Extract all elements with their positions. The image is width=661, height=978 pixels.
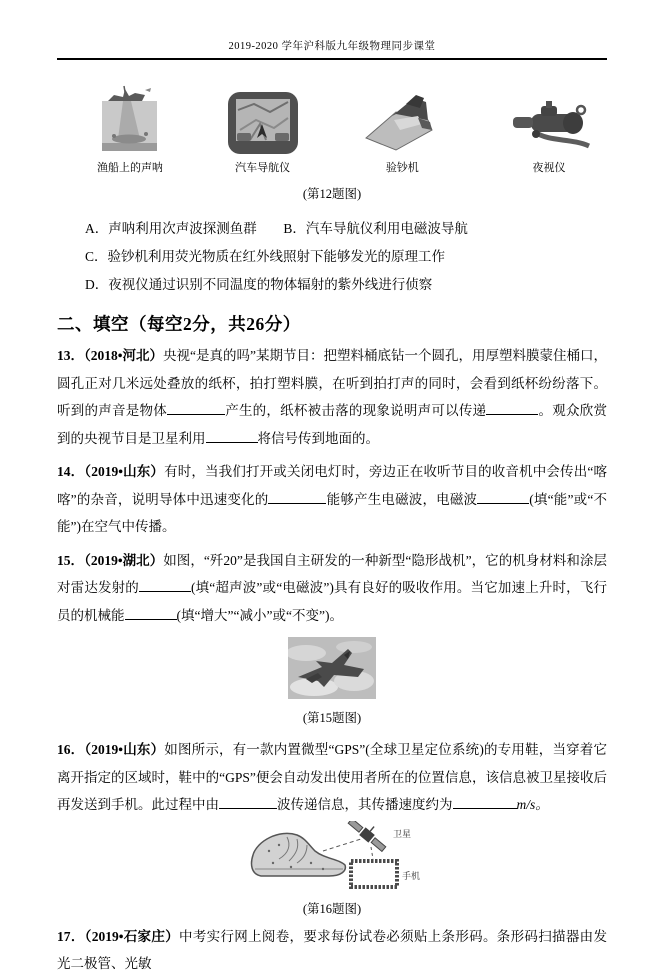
option-d: D．夜视仪通过识别不同温度的物体辐射的紫外线进行侦察: [85, 277, 433, 292]
option-c: C．验钞机利用荧光物质在红外线照射下能够发光的原理工作: [85, 249, 446, 264]
gps-navigator-icon: [226, 90, 300, 156]
option-row-ab: [57, 215, 607, 243]
shoe-icon: [252, 833, 346, 876]
question-14: 14．（2019•山东）有时，当我们打开或关闭电灯时，旁边正在收听节目的收音机中会传出“喀喀”的杂音，说明导体中迅速变化的 能够产生电磁波，电磁波 (填“能”或“不能”)在空气中传播。: [57, 464, 607, 534]
fill-blank: [206, 429, 258, 443]
question12-options: [57, 215, 607, 299]
money-detector-figure: [362, 90, 442, 175]
fill-blank: [453, 795, 517, 809]
question-15-number: 15．（2019•湖北）: [57, 552, 164, 568]
night-vision-figure: [505, 98, 593, 175]
question-16-text: 如图所示，有一款内置微型“GPS”(全球卫星定位系统)的专用鞋，当穿着它离开指定的区域时，鞋中的“GPS”便会自动发出使用者所在的位置信息，该信息被卫星接收后再发送到手机。此过程中由: [57, 742, 607, 812]
money-detector-caption: 验钞机: [385, 162, 419, 174]
night-vision-icon: [505, 98, 593, 156]
question12-figure-row: [57, 84, 607, 175]
option-b: B．汽车导航仪利用电磁波导航: [283, 221, 468, 236]
fill-blank: [139, 578, 191, 592]
fill-blank: [167, 401, 225, 415]
satellite-icon: [347, 821, 391, 853]
satellite-label: 卫星: [393, 828, 412, 839]
question-14-text: 有时，当我们打开或关闭电灯时，旁边正在收听节目的收音机中会传出“喀喀”的杂音，说明导体中迅速变化的: [57, 464, 607, 507]
question-13: 13．（2018•河北）央视“是真的吗”某期节目：把塑料桶底钻一个圆孔，用厚塑料膜蒙住桶口，圆孔正对几米远处叠放的纸杯，拍打塑料膜，在听到拍打声的同时，会看到纸杯纷纷落下。听到的声音是物体 产生的，纸杯被击落的现象说明声可以传递 。观众欣赏到的央视节目是卫星利用 将信号传到地面的。: [57, 348, 608, 446]
question-13-number: 13．（2018•河北）: [57, 348, 163, 363]
gps-navigator-figure: [226, 90, 300, 175]
sonar-figure: [97, 84, 163, 175]
page-content: [57, 84, 607, 978]
night-vision-caption: 夜视仪: [532, 162, 566, 174]
question15-figure: [57, 637, 607, 726]
question-15-text: 如图，“歼20”是我国自主研发的一种新型“隐形战机”，它的机身材料和涂层对雷达发射的: [57, 552, 607, 595]
figure12-caption: (第12题图): [302, 187, 362, 201]
question-16: 16．（2019•山东）如图所示，有一款内置微型“GPS”(全球卫星定位系统)的专用鞋，当穿着它离开指定的区域时，鞋中的“GPS”便会自动发出使用者所在的位置信息，该信息被卫星接收后再发送到手机。此过程中由 波传递信息，其传播速度约为 m/s。: [57, 742, 607, 812]
sonar-caption: 渔船上的声呐: [97, 162, 163, 174]
question-13-text: 央视“是真的吗”某期节目：把塑料桶底钻一个圆孔，用厚塑料膜蒙住桶口，圆孔正对几米远处叠放的纸杯，拍打塑料膜，在听到拍打声的同时，会看到纸杯纷纷落下。听到的声音是物体: [57, 348, 607, 418]
page-header: [57, 0, 607, 60]
header-title: 2019-2020 学年沪科版九年级物理同步课堂: [228, 41, 436, 52]
sonar-boat-icon: [101, 84, 159, 156]
figure16-caption: (第16题图): [302, 901, 362, 916]
fill-blank: [486, 401, 538, 415]
question-16-number: 16．（2019•山东）: [57, 742, 165, 757]
gps-shoe-figure: [239, 821, 425, 893]
question-17-number: 17．（2019•石家庄）: [57, 928, 180, 944]
fill-blank: [268, 490, 326, 504]
fill-blank: [219, 795, 277, 809]
figure15-caption: (第15题图): [302, 711, 362, 725]
question-15: 15．（2019•湖北）如图，“歼20”是我国自主研发的一种新型“隐形战机”，它的机身材料和涂层对雷达发射的 (填“超声波”或“电磁波”)具有良好的吸收作用。当它加速上升时，飞行员的机械能 (填“增大”“减小”或“不变”)。: [57, 552, 607, 623]
question-17: [57, 923, 607, 978]
phone-icon: [351, 861, 397, 887]
option-a: A．声呐利用次声波探测鱼群: [85, 221, 257, 236]
money-detector-icon: [362, 90, 442, 156]
question16-figure: [57, 821, 607, 917]
section-title: 二、填空（每空2分，共26分）: [57, 314, 301, 334]
fill-blank: [125, 606, 177, 620]
phone-label: 手机: [402, 870, 421, 881]
question-14-number: 14．（2019•山东）: [57, 464, 165, 479]
jet-fighter-icon: [288, 637, 376, 699]
question-17-text: 中考实行网上阅卷，要求每份试卷必须贴上条形码。条形码扫描器由发光二极管、光敏: [57, 928, 608, 971]
gps-navigator-caption: 汽车导航仪: [235, 162, 291, 174]
fill-blank: [477, 490, 529, 504]
